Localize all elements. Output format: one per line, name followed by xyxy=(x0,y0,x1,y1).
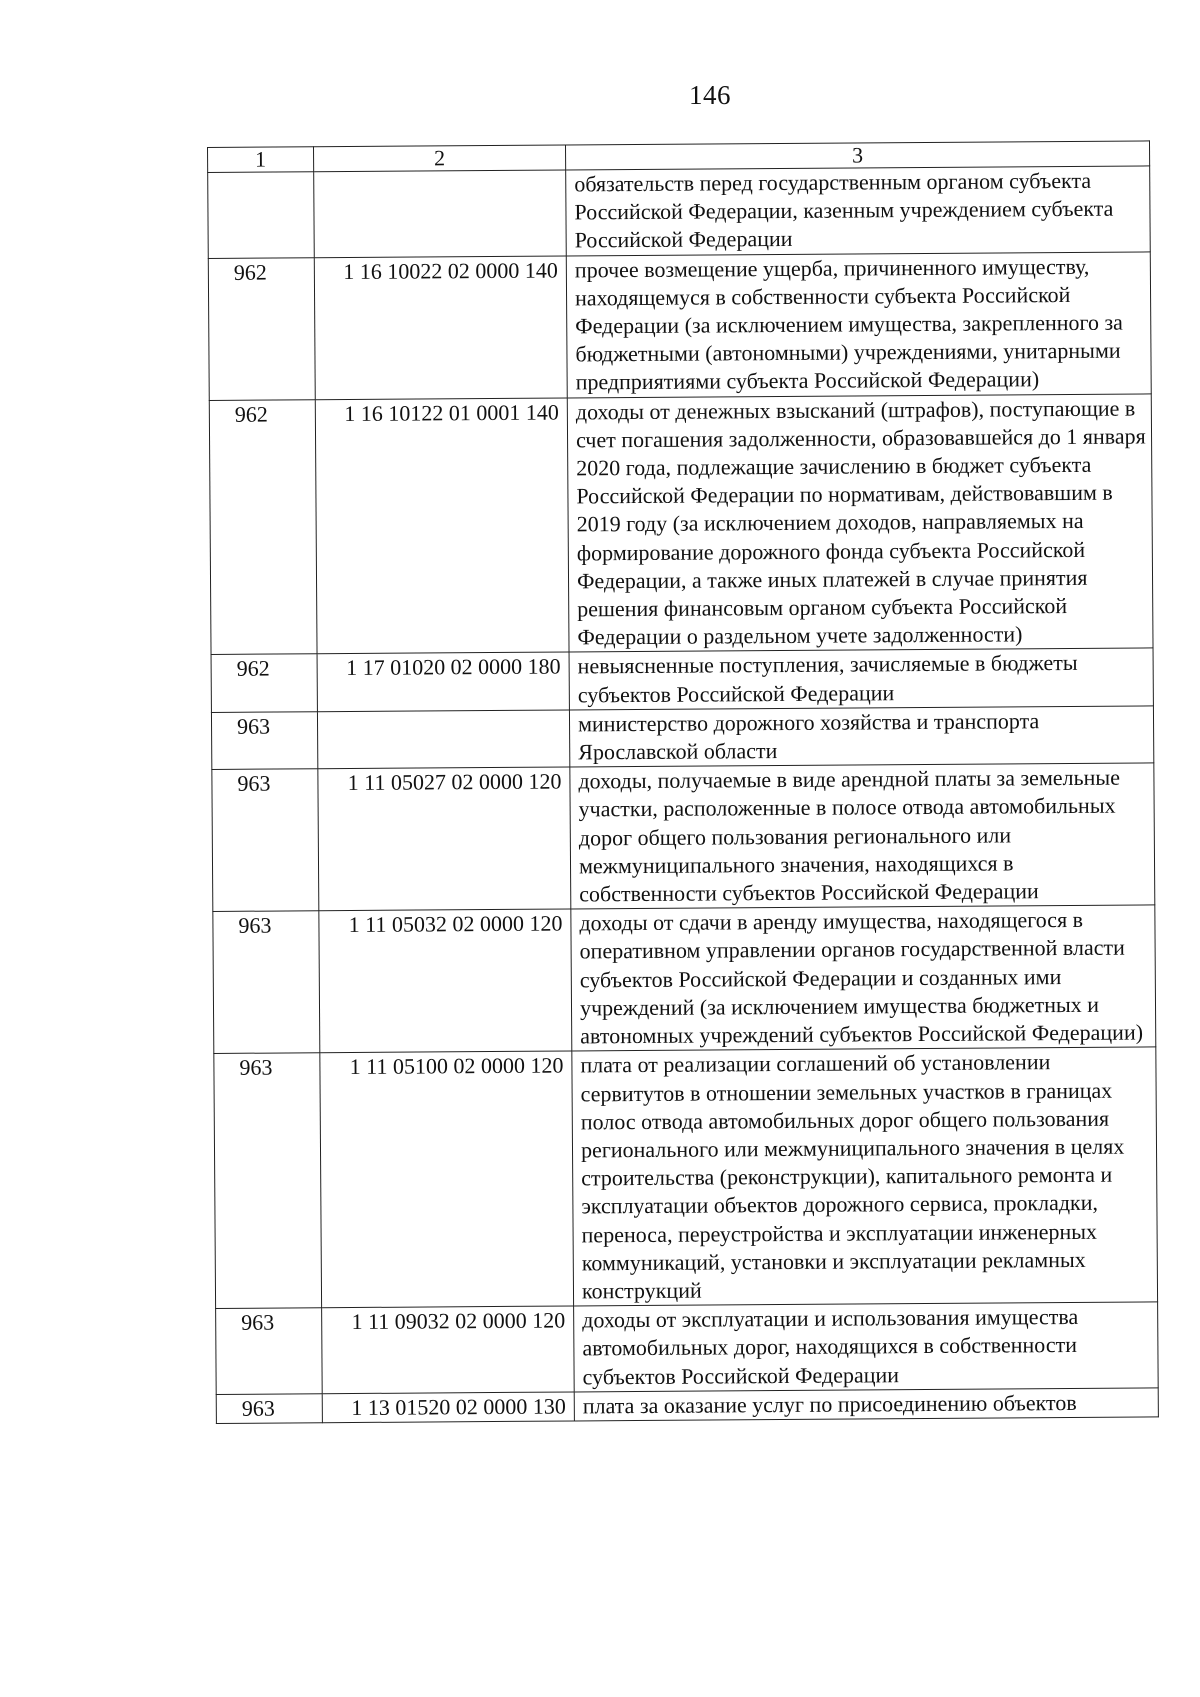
description-cell: плата от реализации соглашений об установлении сервитутов в отношении земельных участков в границах полос отвода автомобильных дорог общего пользования регионального или межмуниципального значения в целях строительства (реконструкции), капитального ремонта и эксплуатации объектов дорожного сервиса, прокладки, переноса, переустройства и эксплуатации инженерных коммуникаций, установки и эксплуатации рекламных конструкций xyxy=(572,1047,1158,1306)
budget-code-cell: 1 11 09032 02 0000 120 xyxy=(322,1306,575,1393)
page-number: 146 xyxy=(689,80,731,110)
description-cell: доходы от денежных взысканий (штрафов), поступающие в счет погашения задолженности, образовавшейся до 1 января 2020 года, подлежащие зачислению в бюджет субъекта Российской Федерации по нормативам, действовавшим в 2019 году (за исключением доходов, направляемых на формирование дорожного фонда субъекта Российской Федерации, а также иных платежей в случае принятия решения финансовым органом субъекта Российской Федерации о раздельном учете задолженности) xyxy=(567,394,1153,653)
table-row xyxy=(208,166,1151,258)
table-row xyxy=(211,648,1153,712)
table-row xyxy=(216,1302,1159,1394)
description-cell: обязательств перед государственным органом субъекта Российской Федерации, казенным учреждением субъекта Российской Федерации xyxy=(566,166,1151,256)
budget-code-cell: 1 17 01020 02 0000 180 xyxy=(317,652,569,711)
budget-code-cell: 1 16 10122 01 0001 140 xyxy=(315,398,569,655)
admin-code-cell: 963 xyxy=(216,1308,323,1394)
table-row xyxy=(208,252,1151,401)
description-cell: прочее возмещение ущерба, причиненного имуществу, находящемуся в собственности субъекта Российской Федерации (за исключением имущества, закрепленного за бюджетными (автономными) учреждениями, унитарными предприятиями субъекта Российской Федерации) xyxy=(566,252,1151,398)
table-row xyxy=(213,905,1156,1054)
header-col-2: 2 xyxy=(314,145,566,172)
table-row xyxy=(212,763,1155,912)
table-row xyxy=(209,394,1153,655)
budget-code-cell xyxy=(317,710,569,769)
budget-code-cell xyxy=(314,170,567,257)
description-cell: доходы от эксплуатации и использования имущества автомобильных дорог, находящихся в собственности субъектов Российской Федерации xyxy=(574,1302,1159,1392)
budget-code-cell: 1 11 05027 02 0000 120 xyxy=(318,767,571,911)
budget-code-cell: 1 16 10022 02 0000 140 xyxy=(314,256,567,400)
table-row xyxy=(211,706,1153,770)
description-cell: министерство дорожного хозяйства и транспорта Ярославской области xyxy=(569,706,1153,767)
admin-code-cell: 962 xyxy=(208,257,315,400)
budget-code-cell: 1 11 05100 02 0000 120 xyxy=(320,1051,574,1308)
description-cell: невыясненные поступления, зачисляемые в бюджеты субъектов Российской Федерации xyxy=(569,648,1153,709)
admin-code-cell: 963 xyxy=(213,911,320,1054)
admin-code-cell xyxy=(208,172,315,258)
header-col-3: 3 xyxy=(565,141,1149,170)
budget-code-cell: 1 13 01520 02 0000 130 xyxy=(322,1392,574,1423)
admin-code-cell: 962 xyxy=(209,399,317,655)
table-row xyxy=(216,1388,1158,1424)
admin-code-cell: 963 xyxy=(212,769,319,912)
income-codes-table xyxy=(207,140,1159,1423)
header-col-1: 1 xyxy=(208,147,314,173)
budget-code-cell: 1 11 05032 02 0000 120 xyxy=(319,909,572,1053)
admin-code-cell: 963 xyxy=(216,1393,322,1423)
description-cell: плата за оказание услуг по присоединению объектов xyxy=(574,1388,1158,1421)
description-cell: доходы, получаемые в виде арендной платы за земельные участки, расположенные в полосе отвода автомобильных дорог общего пользования регионального или межмуниципального значения, находящихся в собственности субъектов Российской Федерации xyxy=(570,763,1155,909)
admin-code-cell: 963 xyxy=(214,1053,322,1309)
table-row xyxy=(214,1047,1158,1308)
description-cell: доходы от сдачи в аренду имущества, находящегося в оперативном управлении органов государственной власти субъектов Российской Федерации и созданных ими учреждений (за исключением имущества бюджетных и автономных учреждений субъектов Российской Федерации) xyxy=(571,905,1156,1051)
admin-code-cell: 962 xyxy=(211,654,317,712)
admin-code-cell: 963 xyxy=(211,712,317,770)
